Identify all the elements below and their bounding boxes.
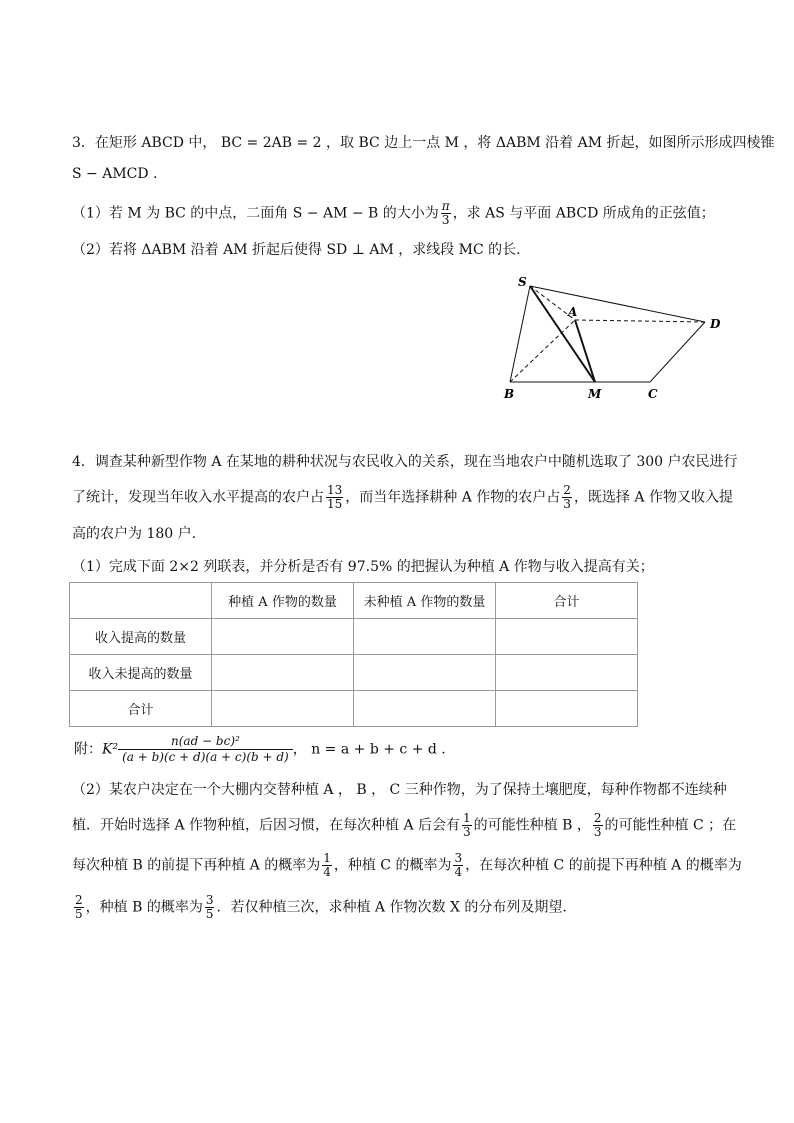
q3-part1-after: ，求 AS 与平面 ABCD 所成角的正弦值；	[452, 205, 715, 222]
fraction-2-3: $\frac{2}{3}$	[563, 483, 571, 511]
fraction-1-4: $\frac{1}{4}$	[323, 851, 331, 879]
q4-part1: （1）完成下面 2×2 列联表，并分析是否有 97.5% 的把握认为种植 A 作物与收入提高有关；	[72, 559, 654, 575]
table-row	[70, 619, 638, 655]
q3-line2: S − AMCD .	[72, 166, 158, 182]
q4-line1: 4．调查某种新型作物 A 在某地的耕种状况与农民收入的关系，现在当地农户中随机选取了 300 户农民进行	[72, 454, 738, 470]
table-row	[70, 655, 638, 691]
table-cell	[496, 655, 638, 691]
chi-square-fraction: $\frac{\text{n(ad − bc)²}}{(a + b)(c + d)(a + c)(b + d)}$	[118, 734, 293, 765]
q4-part2-line2: 植．开始时选择 A 作物种植，后因习惯，在每次种植 A 后会有 $\frac{1}{3}$ 的可能性种植 B ， $\frac{2}{3}$ 的可能性种植 C ；在	[72, 811, 737, 839]
table-header-cell	[70, 583, 212, 619]
table-cell	[496, 691, 638, 727]
table-row-label: 收入未提高的数量	[70, 655, 212, 691]
contingency-table	[69, 582, 638, 727]
q4-part2-line4: $\frac{2}{5}$ ，种植 B 的概率为 $\frac{3}{5}$ ．若仅种植三次，求种植 A 作物次数 X 的分布列及期望．	[75, 893, 577, 921]
label-S: S	[518, 275, 527, 289]
q4-part2-line3: 每次种植 B 的前提下再种植 A 的概率为 $\frac{1}{4}$ ，种植 C 的概率为 $\frac{3}{4}$ ，在每次种植 C 的前提下再种植 A 的概率为	[72, 851, 742, 879]
q4-part2-line1: （2）某农户决定在一个大棚内交替种植 A ， B ， C 三种作物，为了保持土壤肥度，每种作物都不连续种	[72, 782, 727, 798]
table-cell	[212, 655, 354, 691]
table-header-cell: 种植 A 作物的数量	[212, 583, 354, 619]
q4-line2: 了统计，发现当年收入水平提高的农户占 $\frac{13}{15}$ ，而当年选择耕种 A 作物的农户占 $\frac{2}{3}$ ，既选择 A 作物又收入提	[72, 483, 733, 511]
fraction-13-15: $\frac{13}{15}$	[327, 483, 343, 511]
q3-part1-before: （1）若 M 为 BC 的中点，二面角 S − AM − B 的大小为	[72, 205, 439, 222]
label-A: A	[568, 305, 578, 319]
table-row-label: 合计	[70, 691, 212, 727]
fraction-1-3: $\frac{1}{3}$	[463, 811, 471, 839]
q3-line1: 3．在矩形 ABCD 中， BC = 2AB = 2 ，取 BC 边上一点 M ，将 ΔABM 沿着 AM 折起，如图所示形成四棱锥	[72, 135, 775, 151]
label-D: D	[710, 317, 721, 331]
table-cell	[354, 619, 496, 655]
fraction-2-5: $\frac{2}{5}$	[75, 893, 83, 921]
table-header-cell: 未种植 A 作物的数量	[354, 583, 496, 619]
pi-over-3-fraction: $\frac{\pi}{3}$	[441, 199, 450, 227]
table-cell	[212, 619, 354, 655]
label-C: C	[648, 387, 658, 401]
q3-part1	[72, 200, 715, 227]
label-M: M	[588, 387, 602, 401]
table-cell	[496, 619, 638, 655]
table-row	[70, 691, 638, 727]
table-cell	[354, 691, 496, 727]
fraction-3-5: $\frac{3}{5}$	[205, 893, 214, 921]
chi-square-formula: 附：K² $\frac{\text{n(ad − bc)²}}{(a + b)(c + d)(a + c)(b + d)}$ ， n = a + b + c + d .	[74, 734, 446, 764]
label-B: B	[504, 387, 515, 401]
table-row-label: 收入提高的数量	[70, 619, 212, 655]
table-cell	[212, 691, 354, 727]
pyramid-figure	[500, 272, 740, 402]
table-header-cell: 合计	[496, 583, 638, 619]
table-cell	[354, 655, 496, 691]
table-header-row	[70, 583, 638, 619]
q3-part2: （2）若将 ΔABM 沿着 AM 折起后使得 SD ⊥ AM ，求线段 MC 的长.	[72, 242, 521, 258]
q4-line3: 高的农户为 180 户.	[72, 526, 197, 542]
fraction-2-3-b: $\frac{2}{3}$	[593, 811, 602, 839]
fraction-3-4: $\frac{3}{4}$	[454, 851, 463, 879]
